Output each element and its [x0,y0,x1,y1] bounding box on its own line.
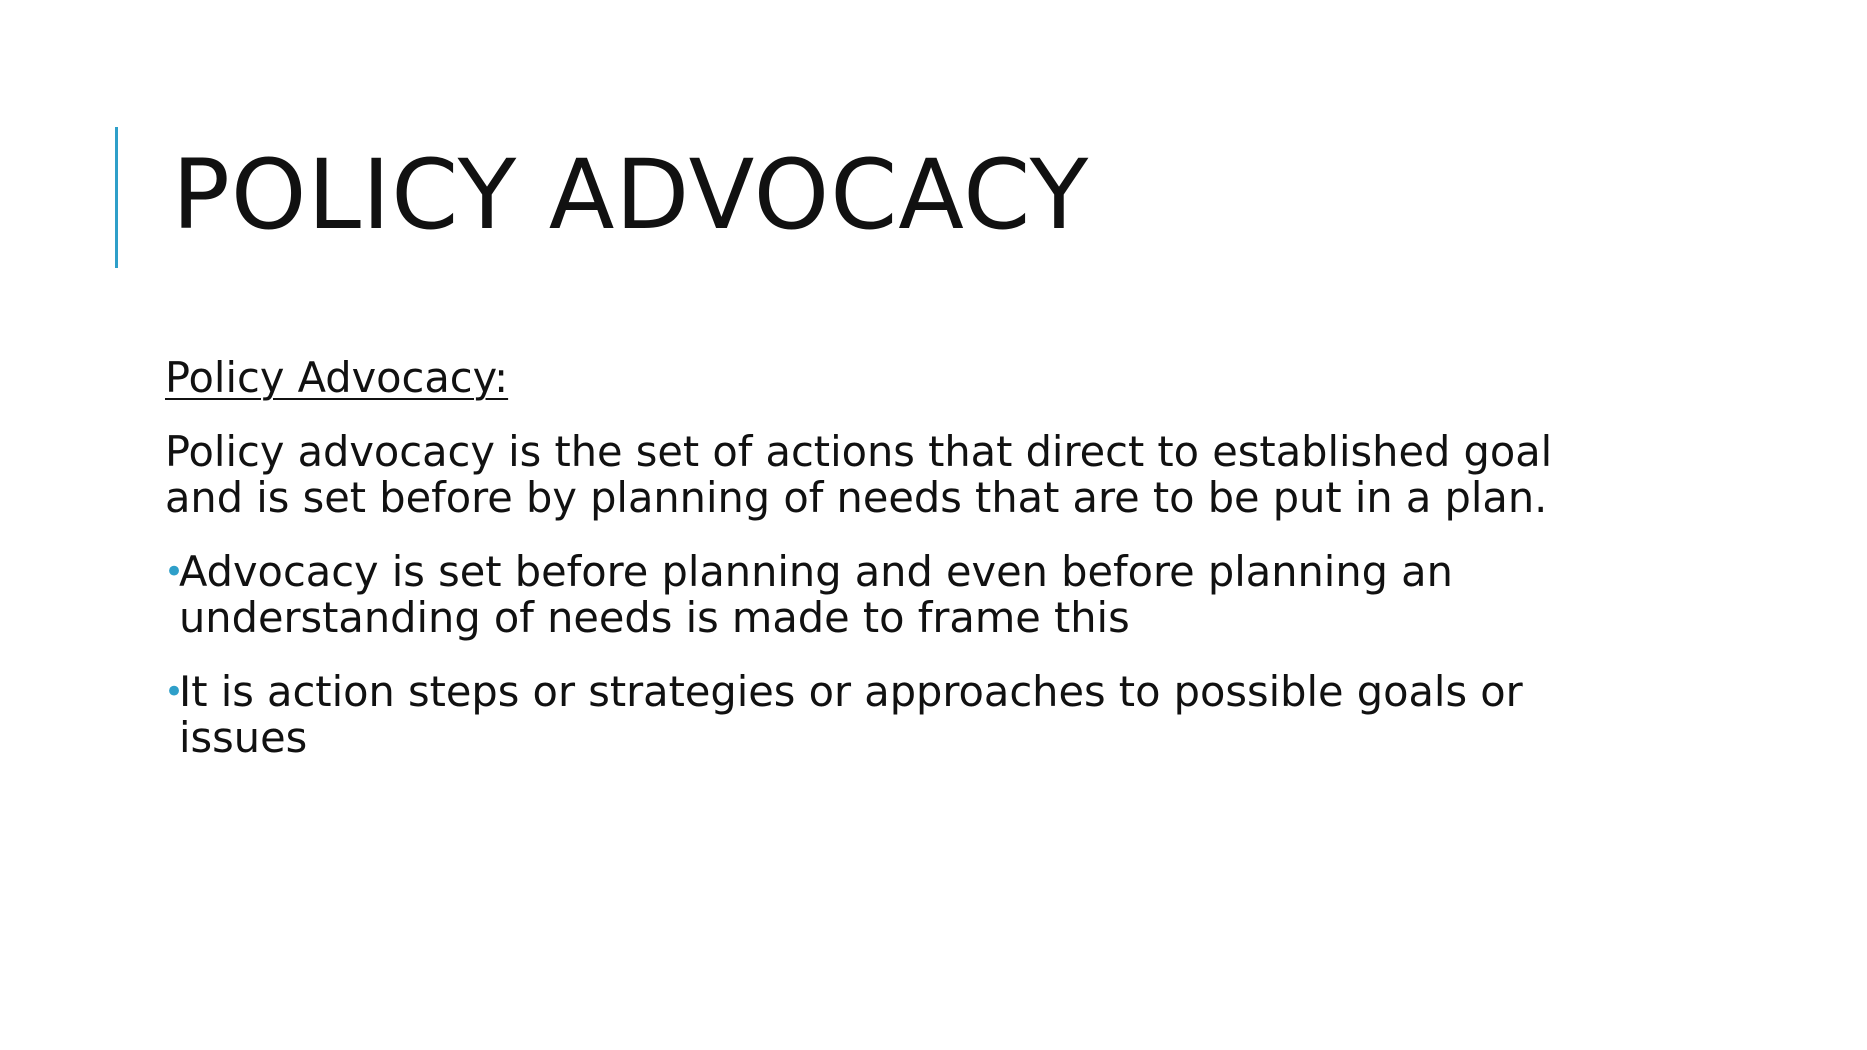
bullet-1-line-1: Advocacy is set before planning and even before planning an [179,547,1453,596]
bullet-2-line-2: issues [179,713,308,762]
intro-paragraph [165,429,1645,521]
bullet-item [165,549,1645,641]
bullet-1-line-2: understanding of needs is made to frame this [179,593,1130,642]
body-subheading: Policy Advocacy: [165,353,509,402]
bullet-2-line-1: It is action steps or strategies or approaches to possible goals or [179,667,1523,716]
bullet-item [165,669,1645,761]
intro-line-2: and is set before by planning of needs that are to be put in a plan. [165,473,1548,522]
intro-line-1: Policy advocacy is the set of actions that direct to established goal [165,427,1553,476]
slide-title: POLICY ADVOCACY [172,139,1090,251]
slide-body [165,355,1645,789]
bullet-icon: • [164,672,185,712]
title-accent-bar [115,127,118,268]
bullet-icon: • [164,552,185,592]
